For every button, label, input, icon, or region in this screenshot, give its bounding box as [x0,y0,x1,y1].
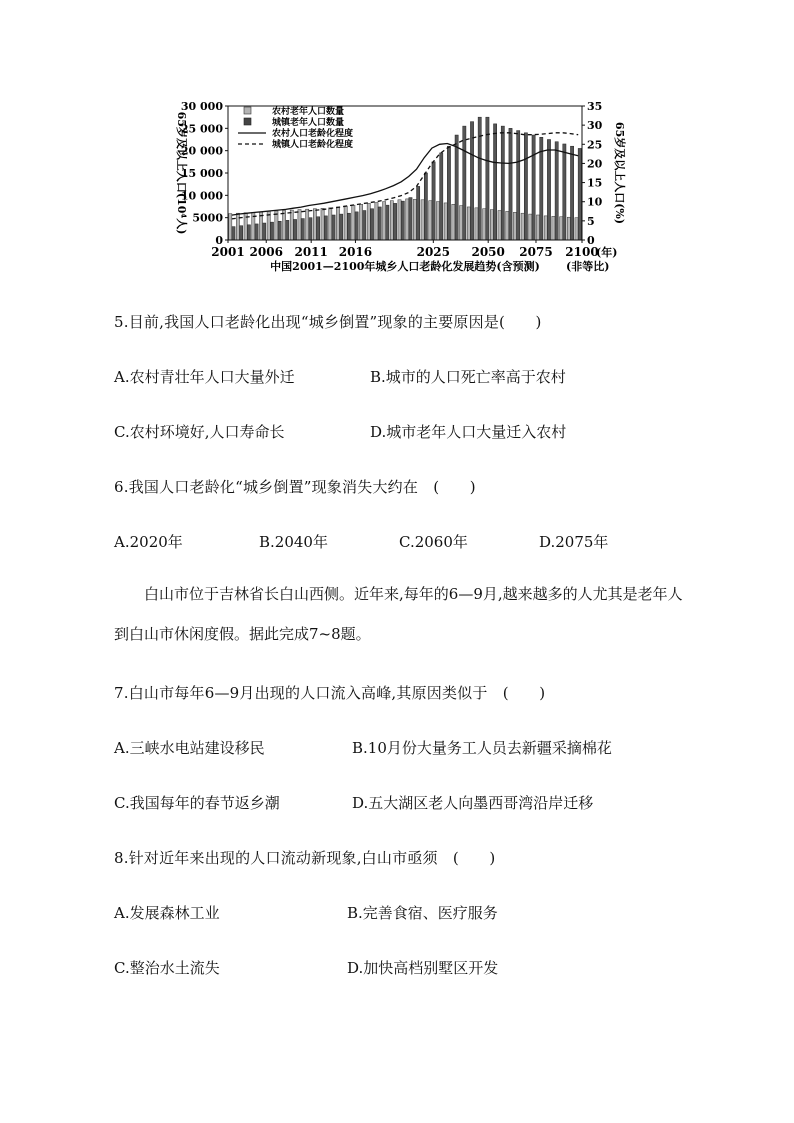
question-8-option-d[interactable]: D.加快高档别墅区开发 [347,959,499,977]
x-tick-label: 2075 [519,245,553,259]
rural-elderly-bar [329,208,332,240]
rural-elderly-bar [367,203,370,240]
urban-elderly-bar [255,224,258,240]
left-tick-label: 10 000 [180,189,223,203]
urban-elderly-bar [355,212,358,240]
urban-elderly-bar [570,146,573,240]
urban-elderly-bar [555,142,558,240]
rural-elderly-bar [459,206,462,240]
rural-elderly-bar [344,206,347,240]
rural-elderly-bar [467,207,470,240]
rural-elderly-bar [398,200,401,240]
question-6-option-b[interactable]: B.2040年 [259,533,328,551]
urban-elderly-bar [409,198,412,240]
rural-elderly-bar [483,209,486,240]
x-tick-label: 2011 [294,245,328,259]
urban-elderly-bar [370,209,373,240]
x-tick-label: 2025 [416,245,451,259]
urban-elderly-bar [363,211,366,240]
rural-elderly-bar [521,213,524,240]
urban-elderly-bar [309,218,312,240]
urban-elderly-bar [417,186,420,240]
rural-elderly-bar [275,211,278,240]
passage-text: 白山市位于吉林省长白山西侧。近年来,每年的6—9月,越来越多的人尤其是老年人到白山市休闲度假。据此完成7~8题。 [114,585,683,643]
question-5-option-b[interactable]: B.城市的人口死亡率高于农村 [370,368,566,386]
rural-elderly-bar [306,209,309,240]
question-5-option-d[interactable]: D.城市老年人口大量迁入农村 [370,423,567,441]
rural-elderly-bar [490,210,493,240]
rural-elderly-bar [429,201,432,240]
right-tick-label: 20 [587,157,603,171]
urban-elderly-bar [401,201,404,240]
passage [114,574,694,654]
legend-label: 城镇人口老龄化程度 [272,140,354,150]
right-tick-label: 15 [587,176,603,190]
question-8-option-c[interactable]: C.整治水土流失 [114,959,220,977]
rural-elderly-bar [421,200,424,240]
chart-svg [170,96,630,286]
question-7-option-b[interactable]: B.10月份大量务工人员去新疆采摘棉花 [352,739,612,757]
urban-elderly-bar [532,135,535,240]
x-axis-label: (年) [596,246,618,259]
aging-trend-chart [170,96,630,286]
rural-elderly-bar [375,202,378,240]
question-8-stem: 8.针对近年来出现的人口流动新现象,白山市亟须 ( ) [114,849,496,867]
urban-elderly-bar [378,207,381,240]
rural-elderly-bar [498,211,501,240]
x-axis-note: (非等比) [566,260,610,273]
urban-elderly-bar [463,126,466,240]
rural-elderly-bar [544,216,547,240]
urban-elderly-bar [301,219,304,240]
chart-title: 中国2001—2100年城乡人口老龄化发展趋势(含预测) [270,260,540,273]
rural-elderly-bar [290,210,293,240]
question-7-option-c[interactable]: C.我国每年的春节返乡潮 [114,794,280,812]
urban-elderly-bar [486,117,489,240]
urban-elderly-bar [424,173,427,240]
question-5-option-a[interactable]: A.农村青壮年人口大量外迁 [114,368,295,386]
rural-elderly-bar [536,215,539,240]
rural-elderly-bar [282,211,285,240]
x-tick-label: 2016 [338,245,373,259]
left-tick-label: 5000 [192,211,223,225]
left-tick-label: 20 000 [180,144,223,158]
urban-elderly-bar [470,122,473,240]
rural-elderly-bar [336,207,339,240]
question-6-option-a[interactable]: A.2020年 [114,533,183,551]
right-tick-label: 0 [587,234,595,247]
left-tick-label: 15 000 [180,167,223,180]
rural-elderly-bar [575,218,578,240]
urban-elderly-bar [286,220,289,240]
rural-elderly-bar [413,199,416,240]
urban-elderly-bar [278,221,281,240]
rural-elderly-bar [298,210,301,240]
x-tick-label: 2001 [211,245,245,259]
rural-elderly-bar [313,209,316,240]
rural-elderly-bar [452,204,455,240]
urban-elderly-bar [232,227,235,240]
left-tick-label: 25 000 [180,122,223,136]
rural-elderly-bar [475,208,478,240]
question-6-option-d[interactable]: D.2075年 [539,533,609,551]
urban-elderly-bar [455,135,458,240]
legend-label: 城镇老年人口数量 [272,118,345,128]
rural-elderly-bar [567,217,570,240]
rural-elderly-bar [529,214,532,240]
urban-elderly-bar [547,140,550,241]
urban-elderly-bar [340,214,343,240]
x-tick-label: 2100 [565,245,599,259]
rural-elderly-bar [436,202,439,240]
legend-swatch-urban-bar [244,118,251,125]
question-7-option-a[interactable]: A.三峡水电站建设移民 [114,739,265,757]
left-tick-label: 0 [215,234,223,247]
legend-swatch-rural-bar [244,107,251,114]
legend [238,105,353,150]
legend-label: 农村老年人口数量 [272,107,345,117]
question-6-stem: 6.我国人口老龄化“城乡倒置”现象消失大约在 ( ) [114,478,476,496]
question-6-option-c[interactable]: C.2060年 [399,533,468,551]
urban-elderly-bar [386,205,389,240]
urban-elderly-bar [432,162,435,240]
urban-elderly-bar [317,217,320,240]
rural-elderly-bar [560,217,563,240]
urban-elderly-bar [494,124,497,240]
right-tick-label: 30 [587,119,603,133]
urban-elderly-bar [524,133,527,240]
right-tick-label: 5 [587,214,595,228]
rural-elderly-bar [406,199,409,240]
left-tick-label: 30 000 [180,100,223,113]
rural-elderly-bar [267,211,270,240]
question-5-stem: 5.目前,我国人口老龄化出现“城乡倒置”现象的主要原因是( ) [114,313,542,331]
urban-elderly-bar [501,126,504,240]
question-5-option-c[interactable]: C.农村环境好,人口寿命长 [114,423,285,441]
rural-elderly-bar [390,201,393,240]
urban-elderly-bar [332,215,335,240]
urban-elderly-bar [270,222,273,240]
rural-elderly-bar [229,214,232,240]
rural-elderly-bar [552,216,555,240]
urban-elderly-bar [240,226,243,240]
urban-elderly-bar [440,153,443,240]
question-7-option-d[interactable]: D.五大湖区老人向墨西哥湾沿岸迁移 [352,794,594,812]
right-tick-label: 10 [587,195,603,209]
rural-elderly-bar [352,205,355,240]
x-tick-label: 2050 [471,245,505,259]
urban-elderly-bar [447,146,450,240]
urban-elderly-bar [563,144,566,240]
urban-elderly-bar [540,137,543,240]
left-axis-label: 65岁及以上人口(10⁴人) [175,111,188,235]
urban-elderly-bar [247,225,250,240]
rural-elderly-bar [513,212,516,240]
urban-elderly-bar [324,216,327,240]
rural-elderly-bar [506,211,509,240]
x-tick-label: 2006 [249,245,283,259]
rural-elderly-bar [321,208,324,240]
rural-elderly-bar [383,202,386,240]
right-axis-label: 65岁及以上人口(%) [613,121,626,225]
right-tick-label: 35 [587,100,603,113]
urban-elderly-bar [517,131,520,240]
urban-elderly-bar [393,203,396,240]
urban-elderly-bar [578,148,581,240]
rural-elderly-bar [444,203,447,240]
rural-elderly-bar [359,204,362,240]
right-tick-label: 25 [587,138,603,152]
question-8-option-a[interactable]: A.发展森林工业 [114,904,220,922]
urban-elderly-bar [509,128,512,240]
urban-elderly-bar [347,213,350,240]
urban-elderly-bar [263,223,266,240]
legend-label: 农村人口老龄化程度 [272,129,354,139]
question-7-stem: 7.白山市每年6—9月出现的人口流入高峰,其原因类似于 ( ) [114,684,546,702]
urban-elderly-bar [293,219,296,240]
question-8-option-b[interactable]: B.完善食宿、医疗服务 [347,904,498,922]
